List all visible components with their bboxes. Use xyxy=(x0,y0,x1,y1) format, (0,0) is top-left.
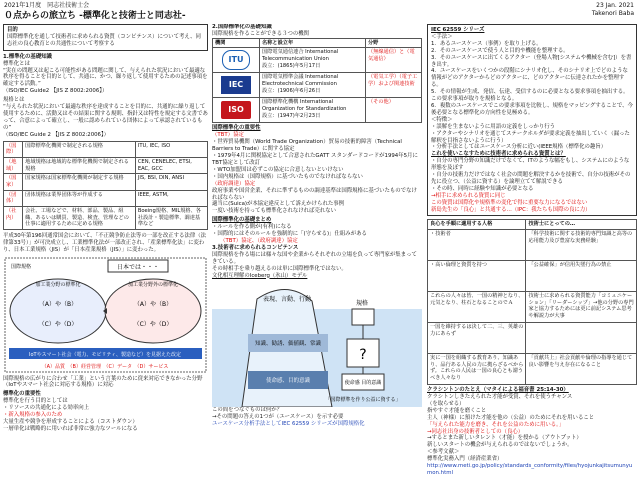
table-row xyxy=(428,230,637,261)
s2-line-5: 一層単化は戦略的に用いれば非常に強力なツールになる xyxy=(3,425,138,432)
conscience-right: 技術士に求められる資質能力「コミュニケーション」「リーダーシップ」→他の分野の専門家と協力するためには更に前記システム思考や解説力が大事 xyxy=(526,292,637,323)
feat-3: ・分析手法としてはユースケース分析に近い(IEEE規格（標準化の趣旨） xyxy=(431,144,607,151)
diagram-words: （A）品質 （B）経営管理 （C）データ （D）サービス xyxy=(41,363,169,370)
gov-line-3: 一度い技術を持っても標準化されなければ売れない xyxy=(212,208,336,215)
need-1: ・自分の専門分野の知識だけでなくて、ITのような幅をもし、システムにのような形態を及ぼす xyxy=(431,158,630,172)
level-lv: （国家） xyxy=(4,174,23,190)
table-row xyxy=(213,48,422,73)
diagram-label-in: 加工業分野の標準化 xyxy=(35,281,81,288)
conscience-left: ・技術者 xyxy=(428,230,526,261)
conscience-left: ・高い倫理と資質を持つ xyxy=(428,261,526,292)
close-7: →するとまた新しいタレント（才能）を授かる（アウトプット） xyxy=(427,435,582,442)
itu-logo: ITU xyxy=(222,50,250,70)
tbt-line-4: ・国内規格は（国際規格）に基づいたものでなければならない xyxy=(212,173,363,180)
table-row xyxy=(428,323,637,354)
def-text: “実在の問題又は起こる可能性がある問題に関して、与えられた状況において最適な秩序を得ることを目的として、共通に、かつ、繰り返して使用するための記述事項を確定する活動。” xyxy=(3,67,208,88)
column-left xyxy=(3,24,208,478)
spec-heading: 規格とは xyxy=(3,97,25,104)
diagram-iot: IoTやスマート社会（電力、モビリティ、製造など）を見据えた改定 xyxy=(29,351,181,358)
org-field: （無線通信）と（電気通信） xyxy=(365,48,421,73)
diagram-ab-right: （A）や（B） xyxy=(133,300,173,308)
level-lv: （地域） xyxy=(4,157,23,173)
org-year: 設立：(1947)年2月23日 xyxy=(262,112,321,119)
org-year: 設立：(1865)年5月17日 xyxy=(262,62,321,69)
date-author xyxy=(592,2,634,18)
need-2: ・自分の技術力だけではなく社会の問題を解決するかを技術で、自分の技術がその先に役立つ、（公益に資する）を論理立てて解説できる xyxy=(431,172,631,185)
level-lv: （社内） xyxy=(4,206,23,229)
conscience-right: 「貢献共上」社会貢献や倫理の指導を通じて良い影響を与え存在になること xyxy=(526,354,637,385)
close-8: 新しいスタートの機会が与えられるのではないでしょうか。 xyxy=(427,442,573,449)
table-row xyxy=(4,190,208,206)
summary-line-6: その時相手を乗り越えるのは単に国際標準化ではない。 xyxy=(212,265,347,272)
gov-heading: （政府調達）協定 xyxy=(212,180,256,187)
summary-line-3: （TBT）協定、（政府調達）協定 xyxy=(212,237,298,244)
feat-1: ・誤解を生まないように用語の定義をしっかり行う xyxy=(431,123,555,130)
level-desc: 地域規格は地域的な標準化機関で制定される規格 xyxy=(23,157,136,173)
level-ex: Boeing規格、MIL規格、各社設計・製造標準、調達基準など xyxy=(135,206,207,229)
table-row xyxy=(428,261,637,292)
level-ex: IEEE, ASTM, xyxy=(135,190,207,206)
table-row xyxy=(4,174,208,190)
org-name: 国際電気標準会議 International Electrotechnical Commission xyxy=(262,74,339,88)
table-row xyxy=(428,354,637,385)
level-desc: 会社、工場などで、材料、部品、製品、組織、あるいは購買、製造、検査、管理などの仕事に適用するために定める規格 xyxy=(23,206,136,229)
diagram-cd-right: （C）や（D） xyxy=(133,320,173,328)
iec-sub: ＜手法＞ xyxy=(431,33,453,40)
spec-source: （ISO/IEC Guide 2 【JIS Z 8002:2006】） xyxy=(3,131,110,138)
iec-heading: IEC 62559 シリーズ xyxy=(431,27,485,33)
table-row xyxy=(4,157,208,173)
diagram-title: 日本では・・・ xyxy=(116,263,160,271)
iec-box xyxy=(427,24,637,216)
level-lv: （団体） xyxy=(4,190,23,206)
tbt-line-1: ・世界貿易機関（World Trade Organization）貿易の技術的障害（Technical Barriers to Trade）に関する協定 xyxy=(212,139,402,153)
spec-text: “与えられた状況において最適な秩序を達成することを目的に、共通的に繰り返して使用するために、活動又はその結果に関する規則、指針又は特性を規定する文書であって、合意によって確立し、一般に認められている団体によって承認されているもの” xyxy=(3,104,208,131)
iec-step-6: 6．複数のユースケースでこの要求事項を比較し、規格をマッピングすることで、今後必要となる標準化の方向性を見極める。 xyxy=(431,102,633,116)
s2-line-4: 大量生産や競争を形成することによる（コストダウン） xyxy=(3,418,138,425)
table-row xyxy=(4,206,208,229)
iceberg-title: 文化相互理解のIceberg（氷山）モデル xyxy=(212,272,308,279)
conscience-table xyxy=(427,219,637,385)
diagram-cd-left: （C）や（D） xyxy=(38,320,78,328)
purpose-box xyxy=(3,24,208,51)
iec-step-5: 5．その情報が生成、発信、伝達、受信するのに必要となる要求事項を抽出する。この要求事項が取りを規格となる。 xyxy=(431,89,629,103)
orgs-table xyxy=(212,38,422,124)
feat-heading: ＜特徴＞ xyxy=(431,116,453,123)
summary-line-5: 国際規格を作る場には様々な国や企業からそれぞれの立場を負って専門家が集まってきている。 xyxy=(212,251,417,265)
level-desc: 団体規格は業界団体等が作成する xyxy=(23,190,136,206)
summary-heading: 国際標準化の基礎まとめ xyxy=(212,217,272,224)
section2-heading: 標準化の重要性 xyxy=(3,391,41,398)
org-label: 2021年1月度 同志社技術士会 xyxy=(4,2,90,9)
summary-line-2: ・国際的にはそのルールを強制的に「(守らせる)」仕組みがある xyxy=(212,231,367,238)
level-lv: （国際） xyxy=(4,141,23,157)
iec-step-2: 2．そのユースケースで使う人と目的や機能を整理する。 xyxy=(431,47,569,54)
s2-line-2: ・リソースの共通化による効率向上 xyxy=(3,405,89,412)
ice-spec-label: 規格 xyxy=(355,300,369,308)
iec-step-4: 4．ユースケースをいくつかの段階にシナリオ化し、そのシナリオ上でどのような情報がどのアクターからどのアクターに、どのアクターに伝達されたかを整理する。 xyxy=(431,68,628,89)
ice-note: 「国際標準を作り公益に資する」 xyxy=(325,397,401,404)
ref-heading: ＜参考文献＞ xyxy=(427,449,460,456)
purpose-heading: 目的 xyxy=(7,27,18,33)
levels-table xyxy=(3,141,208,230)
tbt-line-3: ・WTO加盟国は必ずこの協定に合意しないといけない xyxy=(212,166,344,173)
need-6: 新島先生の「良心」と共通する…（IPC：我たちも国際の良に力） xyxy=(431,206,591,213)
conscience-left: これらの人々は皆、一国の精神となり、元気となり、柱石となることのでＡ xyxy=(428,292,526,323)
orgs-th-org: 機関 xyxy=(213,38,260,48)
close-2: （を取らせる） xyxy=(427,400,465,407)
org-field: （電気工学）（電子工学）および関連技術 xyxy=(365,73,421,98)
ref-link[interactable]: http://www.meti.go.jp/policy/standards_conformity/files/hyojunkajitsumunyumon.html xyxy=(427,463,633,476)
section1-heading: 1.標準化の基礎知識 xyxy=(3,53,52,60)
iec-logo: IEC xyxy=(221,76,251,94)
close-5: 「与えられた能力を磨き、それを公益のために用いる。」 xyxy=(427,421,565,428)
gov-line-1: 政府事業や国営企業、それに準ずるものの調達基準は国際規格に基づいたものでなければならない xyxy=(212,187,417,201)
iceberg-diagram xyxy=(212,279,422,407)
need-4: →相手に求められる資質に同じ xyxy=(431,192,506,199)
diagram-ab-left: （A）や（B） xyxy=(38,300,78,308)
level-ex: ITU, IEC, ISO xyxy=(135,141,207,157)
table-row xyxy=(213,73,422,98)
ice-goal-label: 使命感 目的意識 xyxy=(344,380,382,387)
org-year: 設立：(1906)年6月26日 xyxy=(262,87,321,94)
column-right xyxy=(427,24,637,478)
conscience-right: 「公益確保」が信用失墜行為の禁止 xyxy=(526,261,637,292)
conscience-left: 実に一国を組織する教育あり、知識あり、品行ある人民の力に拠らざるべからず。これらの人民は一国の良心とも謂うべき人々なり xyxy=(428,354,526,385)
org-field: （その他） xyxy=(365,98,421,123)
gov-line-2: 適当に(Suica)が本協定違反として訴えかけられた事例 xyxy=(212,201,345,208)
need-5: この資質は国際化や規格準の変化で得に重要な力になるではない xyxy=(431,199,588,206)
jis-diagram xyxy=(3,256,208,374)
table-head-left: 良心を手順に適用する人格 xyxy=(428,220,526,230)
summary-line-4: 3.技術者に求められるコンピテンス xyxy=(212,244,299,251)
conscience-right: 「科学技術に関する技術的専門知識と高等の応用能力及び豊富な実務経験」 xyxy=(526,230,637,261)
conscience-right xyxy=(526,323,637,354)
close-1: クラシトンしきたえられた才能が受賞、それを使うチャンス xyxy=(427,394,573,401)
close-6: →同志社出身の技術者としての（良心） xyxy=(427,428,524,435)
ice-top-label: 表現、言動、行動 xyxy=(262,296,312,304)
level-ex: CEN, CENELEC, ETSI, EAC, GCC xyxy=(135,157,207,173)
summary-line-1: ・ルールを作る側が(有利)になる xyxy=(212,224,292,231)
note-2: 国際規格の広がりに合わせ「工業」という言葉のために従来対応できなかった分野（IoTやスマート社会に対応する規格）に対応 xyxy=(3,375,203,389)
need-heading: これを使いこなすために技術者に求められる資質とは？ xyxy=(431,151,566,158)
iceberg-svg xyxy=(212,279,422,407)
ice-bot-label: 使命感、目的意識 xyxy=(265,378,311,385)
s2-line-1: 標準化を行う目的としては xyxy=(3,398,68,405)
table-row xyxy=(213,98,422,123)
close-heading: クラシントンのたとえ（マタイによる福音書 25:14-30） xyxy=(427,387,569,394)
conscience-left: 一国を維持するは決して二、三、英雄の力にあらず xyxy=(428,323,526,354)
ice-mid-label: 知識、勧誘、価値観、常識 xyxy=(254,341,322,348)
q-line-1: この間をつなぐものは何か？ xyxy=(212,407,283,414)
tbt-line-2: ・1979年4月に関税協定として合意されたGATT スタンダードコードが1994年5月にTBT協定として改訂 xyxy=(212,153,418,166)
author: Takenori Baba xyxy=(591,10,634,18)
org-name: 国際標準化機構 International Organization for Standardization xyxy=(262,99,347,113)
feat-2: ・アクターやシナリオを通じてステークホルダが要求定義を抽出していく（漏った解釈を目指さないように行う） xyxy=(431,130,630,144)
iec-step-3: 3．そのユースケースに出てくるアクター（登場人物[システムや機械を含む]）を書き出す。 xyxy=(431,54,632,68)
level-desc: 国際標準化機関で制定される規格 xyxy=(23,141,136,157)
close-3: 指やすぐ才能を磨くこと xyxy=(427,407,487,414)
ice-question: ? xyxy=(359,347,367,364)
column-middle xyxy=(212,24,422,478)
orgs-th-name: 名称と設立年 xyxy=(260,38,366,48)
diagram-label-intl: 国際規格 xyxy=(11,263,32,270)
section2-intl-heading: 2.国際標準化の基礎知識 xyxy=(212,24,272,30)
orgs-th-field: 分野 xyxy=(365,38,421,48)
close-4: 主人（神様）に預けた才能を他の（公益）のためにそれを用いること xyxy=(427,414,595,421)
need-3: ・その時、同時に経験や知識が必要となる xyxy=(431,185,534,192)
jis-diagram-svg xyxy=(3,256,208,374)
purpose-text: 国際標準化を通して技術者に求められる資質（コンピテンス）について考え、同志社の良心教育との共通性について考察する xyxy=(7,33,201,47)
q-line-3: ユースケース分析手法としてIEC 62559 シリーズが国際規格化 xyxy=(212,421,365,428)
level-ex: JIS, BSI, DIN, ANSI xyxy=(135,174,207,190)
s2-line-3: ・新入規格の参入のため xyxy=(3,412,63,419)
date: 23 Jan. 2021 xyxy=(596,2,634,9)
table-row xyxy=(428,292,637,323)
table-row xyxy=(4,141,208,157)
jis-note: 平成30年第196回通常国会において、「不正競争防止法等の一部を改正する法律（法律第33号）」が可決成立し、工業標準化法が一部改正され、「産業標準化法」に変わり、日本工業規格（JIS）が「日本産業規格（JIS）」に変わった。 xyxy=(3,232,207,253)
tbt-heading: （TBT）協定 xyxy=(212,132,244,139)
level-desc: 国家規格は国家標準化機関が制定する規格 xyxy=(23,174,136,190)
orgs-intro: 国際規格を作ることができる３つの機関 xyxy=(212,30,310,37)
ref-1: 標準化実務入門（経済産業省） xyxy=(427,456,503,463)
page-title: ０点からの旅立ち -標準化と技術士と同志社- xyxy=(4,11,186,21)
def-heading: 標準化とは xyxy=(3,60,30,67)
def-source: （ISO/IEC Guide2 【JIS Z 8002:2006】） xyxy=(3,88,108,95)
q-line-2: →その問題の答えの1つが（ユースケース）を示す必要 xyxy=(212,414,344,421)
iso-logo: ISO xyxy=(221,101,251,119)
iec-step-1: 1．あるユースケース（事例）を取り上げる。 xyxy=(431,40,542,47)
diagram-label-out: 加工業分野外の標準化 xyxy=(127,281,179,288)
table-head-right: 技術士にとっての… xyxy=(526,220,637,230)
org-name: 国際電気通信連合 International Telecommunication Union xyxy=(262,49,339,63)
importance-heading: 国際標準化の重要性 xyxy=(212,125,261,132)
